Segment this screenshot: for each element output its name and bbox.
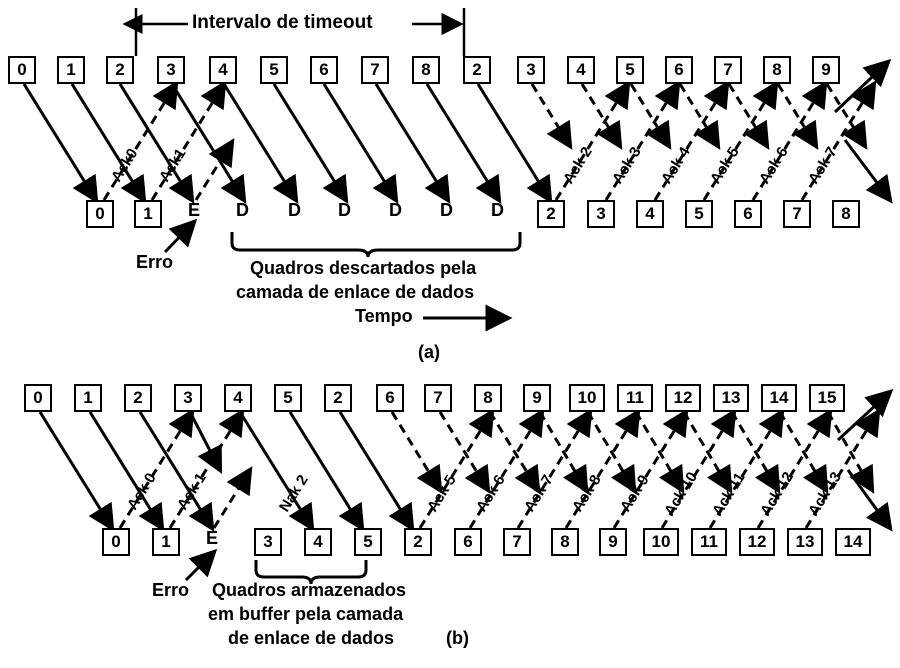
sender-frame-a: 3 [517, 56, 545, 84]
buffer-note-line2: em buffer pela camada [208, 604, 404, 624]
sender-frame-a: 0 [8, 56, 36, 84]
ack-label-a: Ack 6 [756, 144, 792, 188]
ack-label-b: Ack 7 [521, 472, 557, 516]
receiver-frame-a: 0 [86, 200, 114, 228]
ack-label-a: Ack 2 [560, 144, 596, 188]
ack-label-b: Ack 1 [174, 470, 210, 514]
ack-label-a: Ack 4 [658, 144, 694, 188]
receiver-frame-a: 7 [783, 200, 811, 228]
ack-label-b: Ack 10 [661, 468, 702, 520]
sender-frame-b: 1 [74, 384, 102, 412]
receiver-discard-a: D [288, 200, 301, 220]
sender-frame-a: 9 [812, 56, 840, 84]
sender-frame-b: 14 [761, 384, 797, 412]
error-pointer-b [186, 552, 214, 580]
receiver-error-a: E [188, 200, 201, 220]
sender-frame-b: 5 [274, 384, 302, 412]
ack-label-b: Ack 13 [805, 468, 846, 520]
discard-note-line1: Quadros descartados pela [250, 258, 477, 278]
ack-label-a: Ack 7 [805, 144, 841, 188]
buffer-note-line3: de enlace de dados [228, 628, 395, 648]
receiver-frame-a: 6 [734, 200, 762, 228]
sender-frame-a: 3 [157, 56, 185, 84]
receiver-frame-b: 4 [304, 528, 332, 556]
sender-frame-b: 8 [474, 384, 502, 412]
error-label-b: Erro [152, 580, 190, 600]
receiver-frame-b: 5 [354, 528, 382, 556]
sender-frame-b: 13 [713, 384, 749, 412]
ack-label-a: Ack1 [156, 145, 190, 186]
receiver-frame-b: 10 [643, 528, 679, 556]
error-pointer-a [165, 222, 194, 252]
ack-label-a: Ack 3 [609, 144, 645, 188]
ack-label-b: Ack 12 [757, 468, 798, 520]
receiver-discard-a: D [338, 200, 351, 220]
receiver-frame-a: 2 [537, 200, 565, 228]
continuation-arrows-b [838, 392, 890, 528]
receiver-frame-b: 11 [691, 528, 727, 556]
receiver-frame-a: 5 [685, 200, 713, 228]
receiver-frame-b: 7 [503, 528, 531, 556]
receiver-frame-b: 3 [254, 528, 282, 556]
sender-frame-a: 7 [361, 56, 389, 84]
data-arrows-a2 [532, 84, 865, 146]
sender-frame-a: 8 [763, 56, 791, 84]
receiver-frame-b: 14 [835, 528, 871, 556]
ack-label-b: Ack 9 [617, 472, 653, 516]
receiver-frame-b: 6 [454, 528, 482, 556]
time-label: Tempo [355, 306, 413, 326]
sender-frame-a: 8 [412, 56, 440, 84]
receiver-frame-b: 9 [599, 528, 627, 556]
timeout-interval-label: Intervalo de timeout [192, 12, 373, 33]
sender-frame-b: 0 [24, 384, 52, 412]
ack-label-b: Ack 0 [124, 470, 160, 514]
discard-note-line2: camada de enlace de dados [236, 282, 475, 302]
sender-frame-a: 4 [567, 56, 595, 84]
sender-frame-a: 6 [665, 56, 693, 84]
receiver-frame-a: 1 [134, 200, 162, 228]
sender-frame-b: 9 [523, 384, 551, 412]
sender-frame-b: 2 [324, 384, 352, 412]
sender-frame-a: 2 [106, 56, 134, 84]
sender-frame-b: 15 [809, 384, 845, 412]
sender-frame-b: 6 [376, 384, 404, 412]
sender-frame-a: 5 [260, 56, 288, 84]
ack-label-a: Ack0 [108, 145, 142, 186]
receiver-discard-a: D [491, 200, 504, 220]
sender-frame-b: 3 [174, 384, 202, 412]
sender-frame-a: 2 [463, 56, 491, 84]
receiver-frame-a: 8 [832, 200, 860, 228]
receiver-discard-a: D [440, 200, 453, 220]
receiver-frame-b: 1 [152, 528, 180, 556]
sender-frame-b: 2 [124, 384, 152, 412]
ack-label-b: Ack 5 [424, 472, 460, 516]
receiver-discard-a: D [236, 200, 249, 220]
discard-brace [232, 232, 520, 257]
sender-frame-a: 1 [57, 56, 85, 84]
receiver-frame-b: 13 [787, 528, 823, 556]
sender-frame-b: 4 [224, 384, 252, 412]
ack-label-b: Ack 6 [473, 472, 509, 516]
sender-frame-b: 10 [569, 384, 605, 412]
ack-label-b: Ack 11 [709, 469, 749, 520]
receiver-frame-b: 12 [739, 528, 775, 556]
error-label-a: Erro [136, 252, 174, 272]
sender-frame-a: 4 [209, 56, 237, 84]
receiver-frame-a: 4 [636, 200, 664, 228]
receiver-discard-a: D [389, 200, 402, 220]
part-b-caption: (b) [446, 628, 469, 648]
receiver-error-b: E [206, 528, 219, 548]
sender-frame-a: 6 [310, 56, 338, 84]
sender-frame-b: 11 [617, 384, 653, 412]
sender-frame-a: 7 [714, 56, 742, 84]
buffer-note-line1: Quadros armazenados [212, 580, 407, 600]
receiver-frame-b: 8 [551, 528, 579, 556]
sender-frame-a: 5 [616, 56, 644, 84]
data-arrows-a [24, 84, 550, 200]
nak-label-b: Nak 2 [276, 472, 312, 516]
ack-label-a: Ack 5 [707, 144, 743, 188]
ack-label-b: Ack 8 [569, 472, 605, 516]
receiver-frame-a: 3 [587, 200, 615, 228]
receiver-frame-b: 0 [102, 528, 130, 556]
part-a-caption: (a) [418, 342, 440, 362]
sender-frame-b: 7 [424, 384, 452, 412]
sender-frame-b: 12 [665, 384, 701, 412]
receiver-frame-b: 2 [404, 528, 432, 556]
